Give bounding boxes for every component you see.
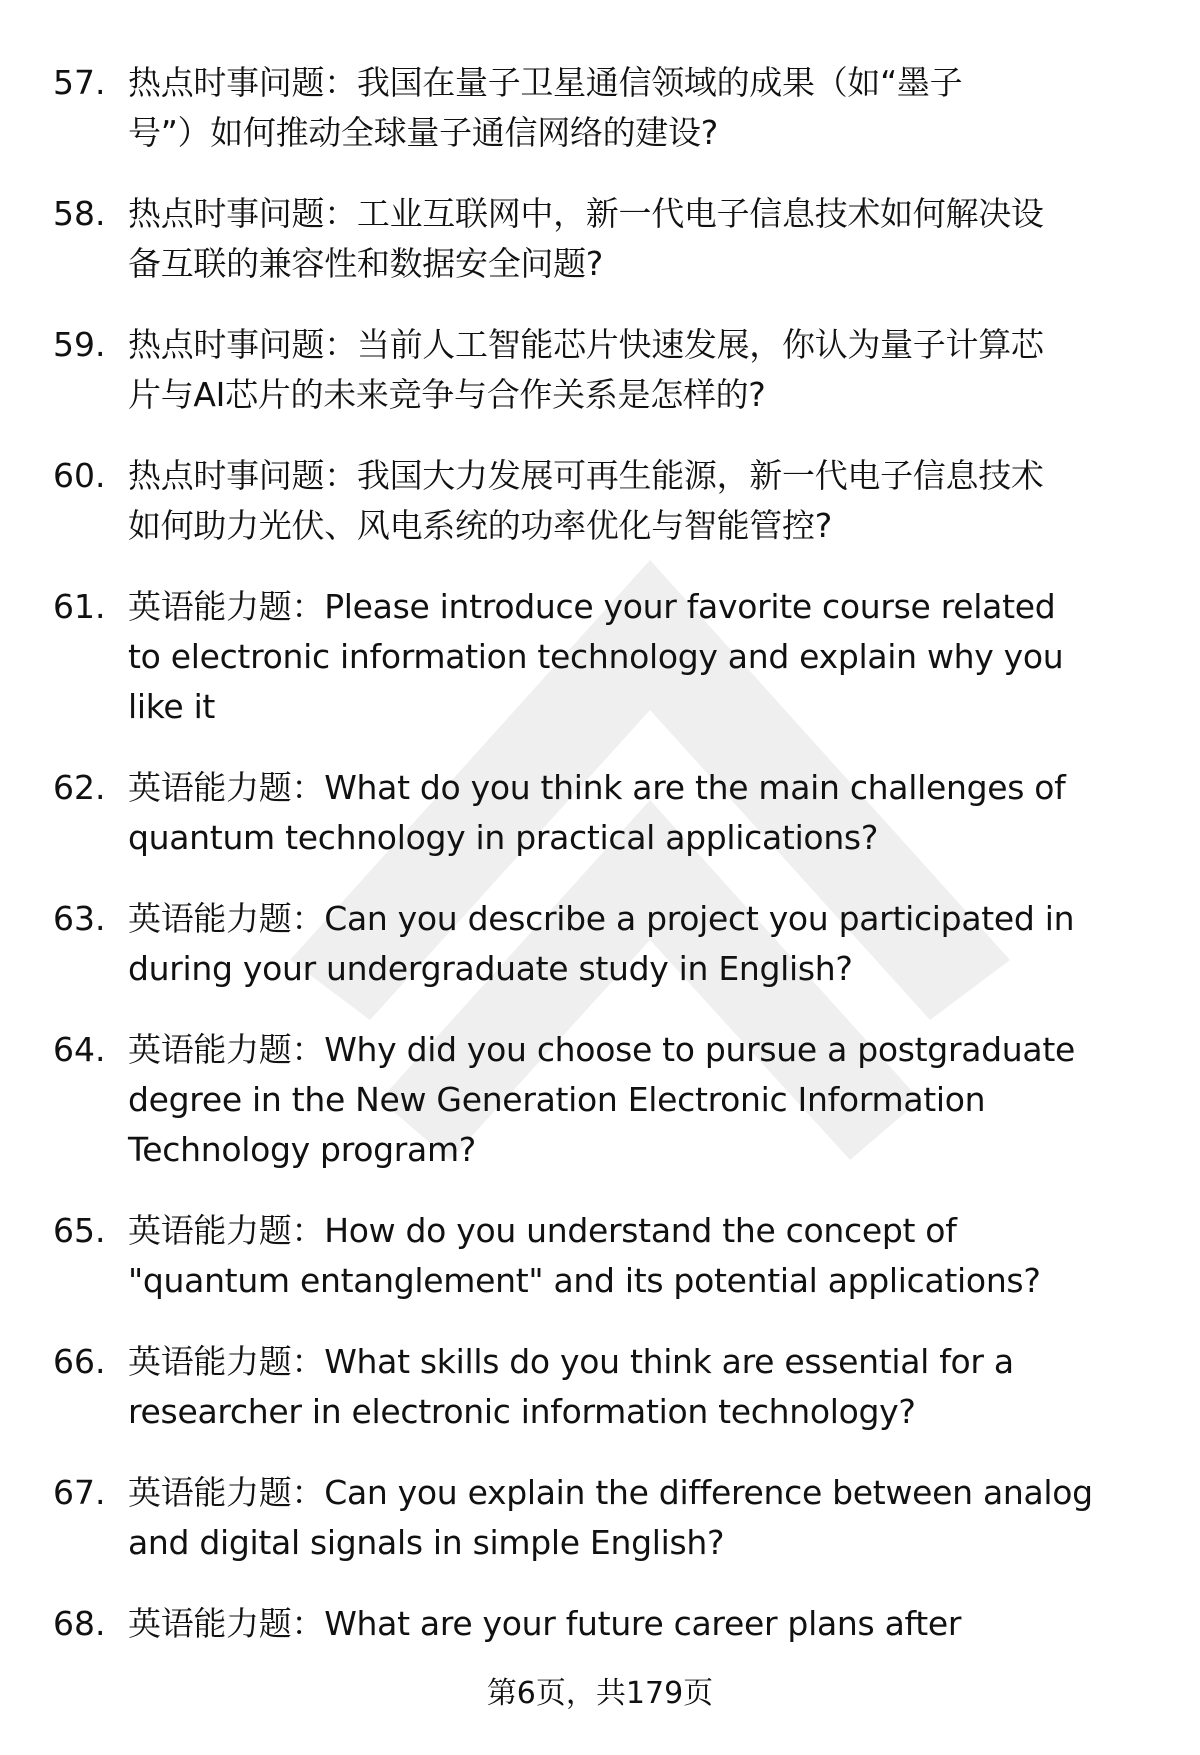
- question-item: [0, 58, 1200, 158]
- question-text: [128, 1206, 1200, 1306]
- question-text: [128, 582, 1200, 732]
- question-text-line: 英语能力题：What are your future career plans after: [128, 1604, 962, 1643]
- question-text-line: researcher in electronic information technology?: [128, 1392, 916, 1431]
- page-footer: 第6页，共179页: [486, 1676, 714, 1711]
- question-number: 63.: [53, 899, 106, 938]
- question-text-line: 热点时事问题：我国大力发展可再生能源，新一代电子信息技术: [128, 456, 1044, 495]
- question-item: [0, 1599, 1200, 1649]
- question-number: 62.: [53, 768, 106, 807]
- question-text: [128, 1025, 1200, 1175]
- question-text-line: 备互联的兼容性和数据安全问题?: [128, 244, 604, 283]
- question-text-line: during your undergraduate study in English?: [128, 949, 853, 988]
- question-number: 65.: [53, 1211, 106, 1250]
- question-number: 68.: [53, 1604, 106, 1643]
- question-text-line: 号”）如何推动全球量子通信网络的建设?: [128, 113, 718, 152]
- question-text: [128, 763, 1200, 863]
- question-text-line: 英语能力题：What skills do you think are essential for a: [128, 1342, 1014, 1381]
- question-number: 66.: [53, 1342, 106, 1381]
- question-text: [128, 1337, 1200, 1437]
- question-text: [128, 1468, 1200, 1568]
- question-item: [0, 189, 1200, 289]
- question-text-line: 英语能力题：Can you describe a project you participated in: [128, 899, 1075, 938]
- question-text-line: 热点时事问题：我国在量子卫星通信领域的成果（如“墨子: [128, 63, 963, 102]
- question-text: [128, 894, 1200, 994]
- question-text-line: 热点时事问题：当前人工智能芯片快速发展，你认为量子计算芯: [128, 325, 1044, 364]
- question-number: 58.: [53, 194, 106, 233]
- question-text-line: quantum technology in practical applications?: [128, 818, 879, 857]
- question-text: [128, 189, 1200, 289]
- question-item: [0, 763, 1200, 863]
- question-text-line: 英语能力题：Can you explain the difference between analog: [128, 1473, 1093, 1512]
- question-text-line: and digital signals in simple English?: [128, 1523, 725, 1562]
- question-item: [0, 582, 1200, 732]
- question-number: 59.: [53, 325, 106, 364]
- question-number: 61.: [53, 587, 106, 626]
- question-text: [128, 1599, 1200, 1649]
- question-text-line: 英语能力题：What do you think are the main challenges of: [128, 768, 1066, 807]
- question-item: [0, 1025, 1200, 1175]
- question-text-line: degree in the New Generation Electronic Information: [128, 1080, 986, 1119]
- question-text-line: 片与AI芯片的未来竞争与合作关系是怎样的?: [128, 375, 766, 414]
- question-number: 57.: [53, 63, 106, 102]
- question-text-line: Technology program?: [128, 1130, 477, 1169]
- question-text-line: 英语能力题：Why did you choose to pursue a postgraduate: [128, 1030, 1075, 1069]
- question-item: [0, 1206, 1200, 1306]
- question-text-line: "quantum entanglement" and its potential applications?: [128, 1261, 1041, 1300]
- question-text-line: to electronic information technology and explain why you: [128, 637, 1064, 676]
- question-item: [0, 894, 1200, 994]
- question-item: [0, 451, 1200, 551]
- question-text-line: 如何助力光伏、风电系统的功率优化与智能管控?: [128, 506, 832, 545]
- question-number: 60.: [53, 456, 106, 495]
- question-item: [0, 1468, 1200, 1568]
- question-text-line: 英语能力题：Please introduce your favorite course related: [128, 587, 1056, 626]
- question-item: [0, 320, 1200, 420]
- question-number: 67.: [53, 1473, 106, 1512]
- question-text-line: 热点时事问题：工业互联网中，新一代电子信息技术如何解决设: [128, 194, 1044, 233]
- question-list: [0, 58, 1200, 1680]
- question-text-line: like it: [128, 687, 216, 726]
- question-number: 64.: [53, 1030, 106, 1069]
- question-text: [128, 320, 1200, 420]
- question-text: [128, 58, 1200, 158]
- question-item: [0, 1337, 1200, 1437]
- question-text: [128, 451, 1200, 551]
- question-text-line: 英语能力题：How do you understand the concept of: [128, 1211, 957, 1250]
